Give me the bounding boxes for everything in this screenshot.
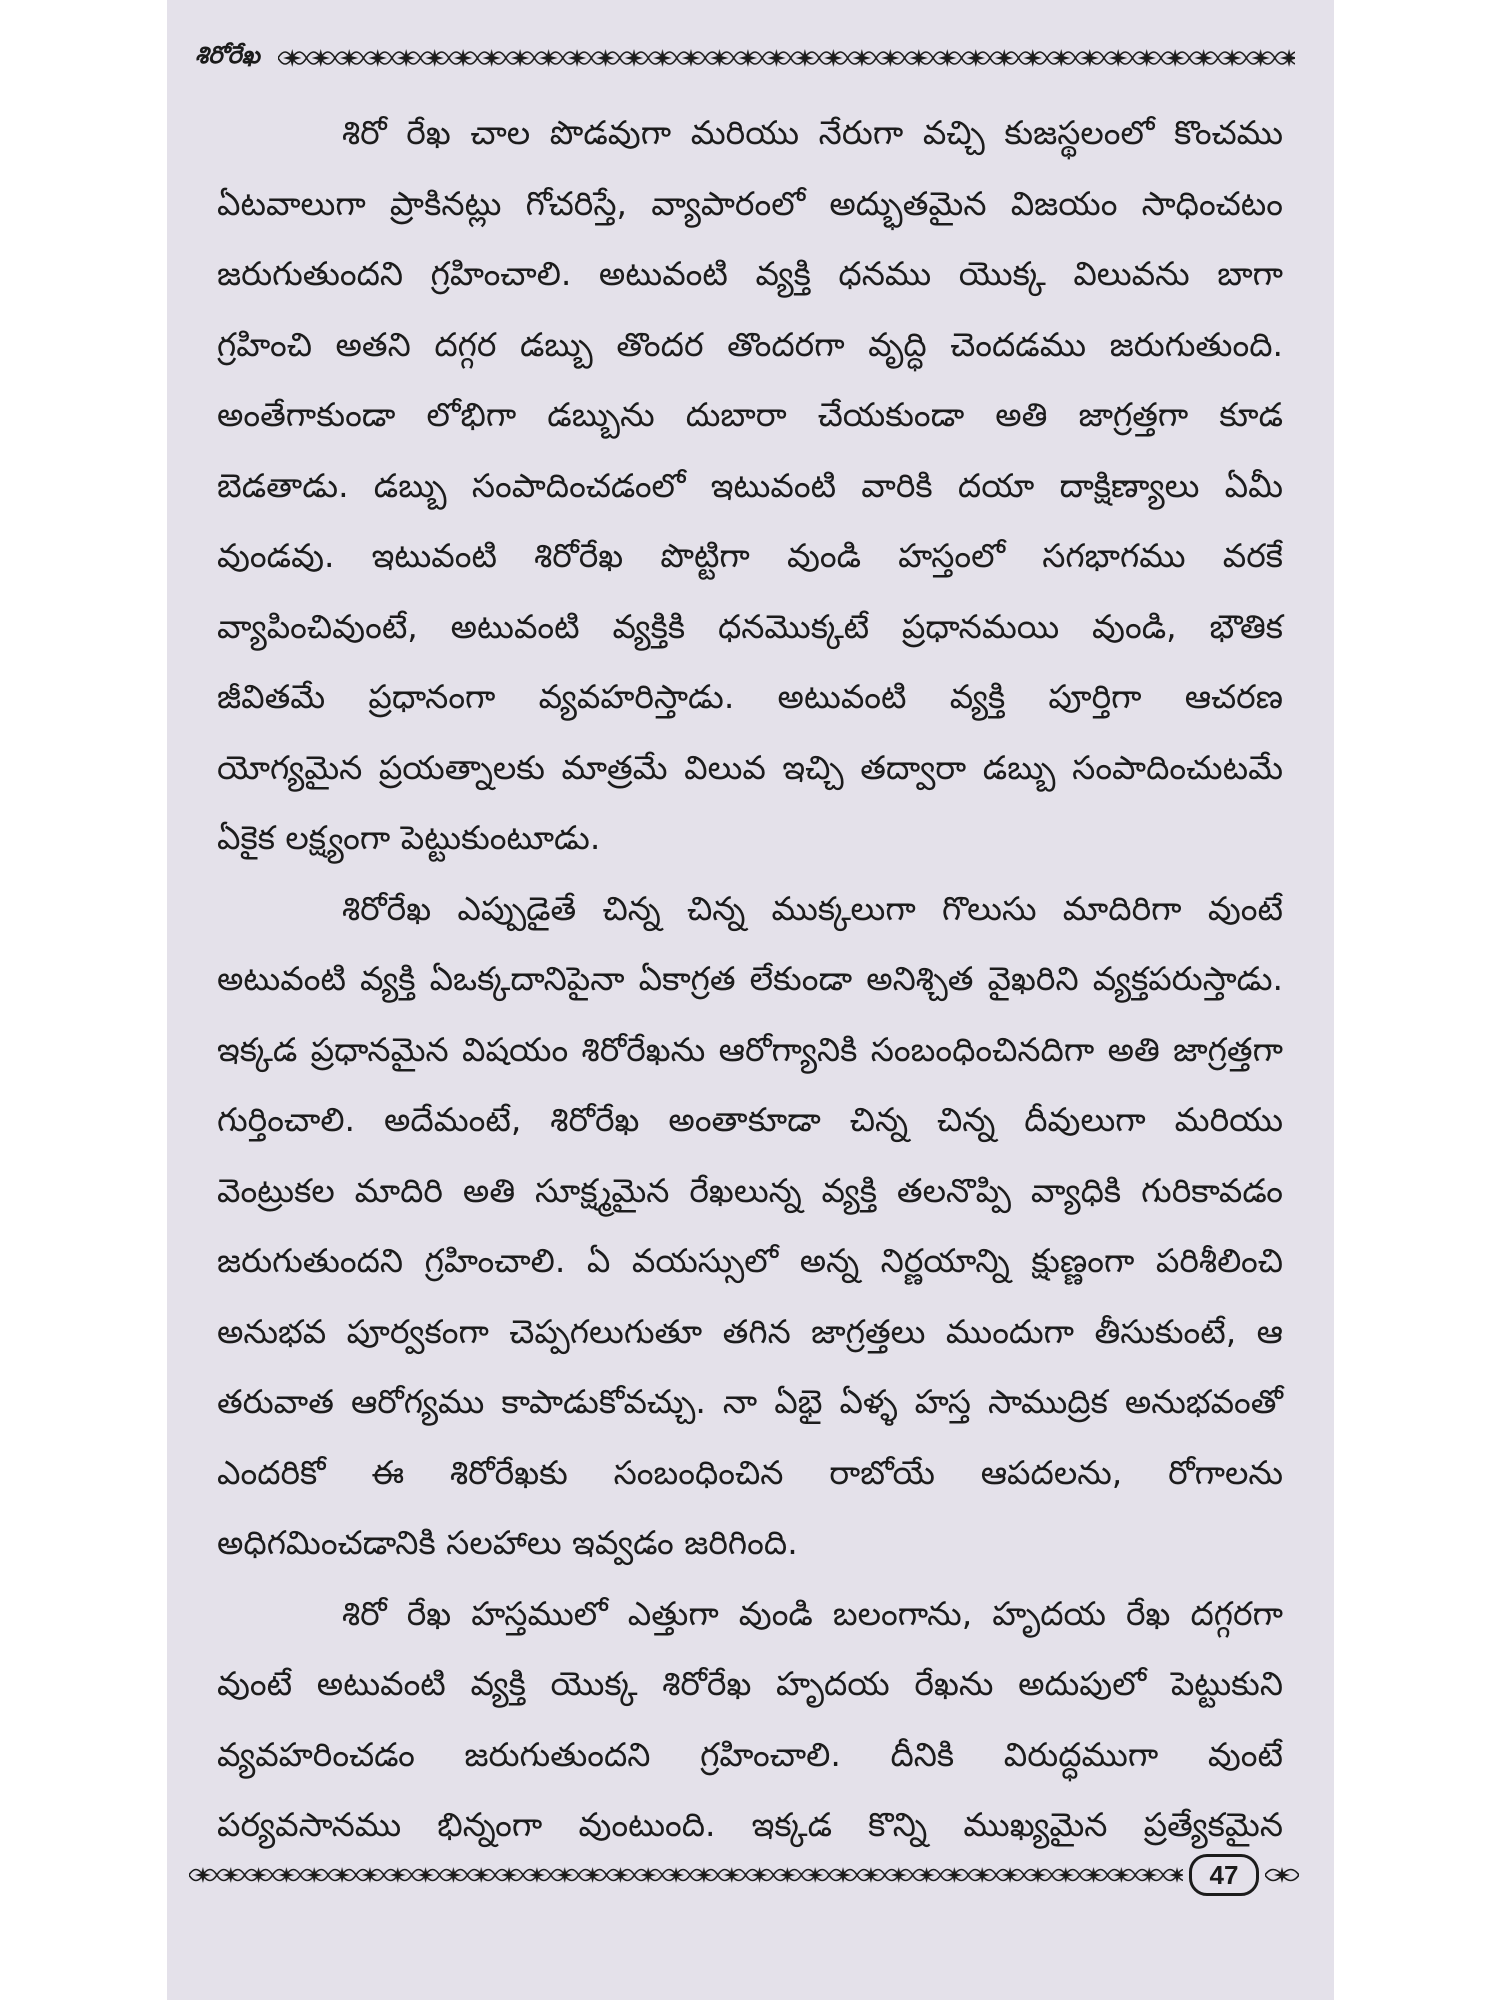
text-line: వుండవు. ఇటువంటి శిరోరేఖ పొట్టిగా వుండి హస్తంలో సగభాగము వరకే (217, 536, 1283, 575)
text-line: వెంట్రుకల మాదిరి అతి సూక్ష్మమైన రేఖలున్న వ్యక్తి తలనొప్పి వ్యాధికి గురికావడం (217, 1170, 1283, 1210)
text-line: శిరోరేఖ ఎప్పుడైతే చిన్న చిన్న ముక్కలుగా గొలుసు మాదిరిగా వుంటే (342, 888, 1283, 928)
decorative-border-top (278, 41, 1295, 75)
text-line: పర్యవసానము భిన్నంగా వుంటుంది. ఇక్కడ కొన్ని ముఖ్యమైన ప్రత్యేకమైన (217, 1805, 1283, 1844)
decorative-border-end (1265, 1860, 1299, 1890)
body-text (217, 98, 1283, 1861)
decorative-border-bottom (189, 1860, 1183, 1890)
text-line: యోగ్యమైన ప్రయత్నాలకు మాత్రమే విలువ ఇచ్చి తద్వారా డబ్బు సంపాదించుటమే (217, 747, 1283, 787)
text-line: శిరో రేఖ హస్తములో ఎత్తుగా వుండి బలంగాను, హృదయ రేఖ దగ్గరగా (342, 1593, 1283, 1633)
text-line: గ్రహించి అతని దగ్గర డబ్బు తొందర తొందరగా వృద్ధి చెందడము జరుగుతుంది. (217, 324, 1283, 364)
text-line: ఏటవాలుగా ప్రాకినట్లు గోచరిస్తే, వ్యాపారంలో అద్భుతమైన విజయం సాధించటం (217, 183, 1283, 223)
text-line: శిరో రేఖ చాల పొడవుగా మరియు నేరుగా వచ్చి కుజస్థలంలో కొంచము (342, 113, 1283, 152)
running-title: శిరోరేఖ (195, 41, 260, 69)
book-page (167, 0, 1334, 2000)
text-line: ఇక్కడ ప్రధానమైన విషయం శిరోరేఖను ఆరోగ్యానికి సంబంధించినదిగా అతి జాగ్రత్తగా (217, 1029, 1283, 1069)
text-line: బెడతాడు. డబ్బు సంపాదించడంలో ఇటువంటి వారికి దయా దాక్షిణ్యాలు ఏమీ (217, 465, 1283, 505)
paragraph-3 (217, 1579, 1283, 1861)
text-line: ఎందరికో ఈ శిరోరేఖకు సంబంధించిన రాబోయే ఆపదలను, రోగాలను (217, 1452, 1283, 1492)
text-line: తరువాత ఆరోగ్యము కాపాడుకోవచ్చు. నా ఏభై ఏళ్ళ హస్త సాముద్రిక అనుభవంతో (217, 1382, 1283, 1421)
text-line: అనుభవ పూర్వకంగా చెప్పగలుగుతూ తగిన జాగ్రత్తలు ముందుగా తీసుకుంటే, ఆ (217, 1311, 1283, 1351)
paragraph-1 (217, 98, 1283, 874)
text-line: జరుగుతుందని గ్రహించాలి. ఏ వయస్సులో అన్న నిర్ణయాన్ని క్షుణ్ణంగా పరిశీలించి (217, 1241, 1283, 1280)
text-line: గుర్తించాలి. అదేమంటే, శిరోరేఖ అంతాకూడా చిన్న చిన్న దీవులుగా మరియు (217, 1100, 1283, 1139)
text-line: వుంటే అటువంటి వ్యక్తి యొక్క శిరోరేఖ హృదయ రేఖను అదుపులో పెట్టుకుని (217, 1664, 1283, 1703)
text-line: వ్యవహరించడం జరుగుతుందని గ్రహించాలి. దీనికి విరుద్ధముగా వుంటే (217, 1734, 1283, 1774)
text-line: జీవితమే ప్రధానంగా వ్యవహరిస్తాడు. అటువంటి వ్యక్తి పూర్తిగా ఆచరణ (217, 677, 1283, 716)
page-header (195, 38, 1295, 78)
text-line: అంతేగాకుండా లోభిగా డబ్బును దుబారా చేయకుండా అతి జాగ్రత్తగా కూడ (217, 395, 1283, 434)
text-line: వ్యాపించివుంటే, అటువంటి వ్యక్తికి ధనమొక్కటే ప్రధానమయి వుండి, భౌతిక (217, 606, 1283, 646)
text-line: జరుగుతుందని గ్రహించాలి. అటువంటి వ్యక్తి ధనము యొక్క విలువను బాగా (217, 254, 1283, 293)
page-footer (189, 1853, 1299, 1897)
paragraph-2 (217, 874, 1283, 1579)
text-line: ఏకైక లక్ష్యంగా పెట్టుకుంటూడు. (217, 818, 601, 857)
text-line: అధిగమించడానికి సలహాలు ఇవ్వడం జరిగింది. (217, 1523, 798, 1562)
text-line: అటువంటి వ్యక్తి ఏఒక్కదానిపైనా ఏకాగ్రత లేకుండా అనిశ్చిత వైఖరిని వ్యక్తపరుస్తాడు. (217, 959, 1283, 998)
page-number: 47 (1189, 1854, 1259, 1896)
